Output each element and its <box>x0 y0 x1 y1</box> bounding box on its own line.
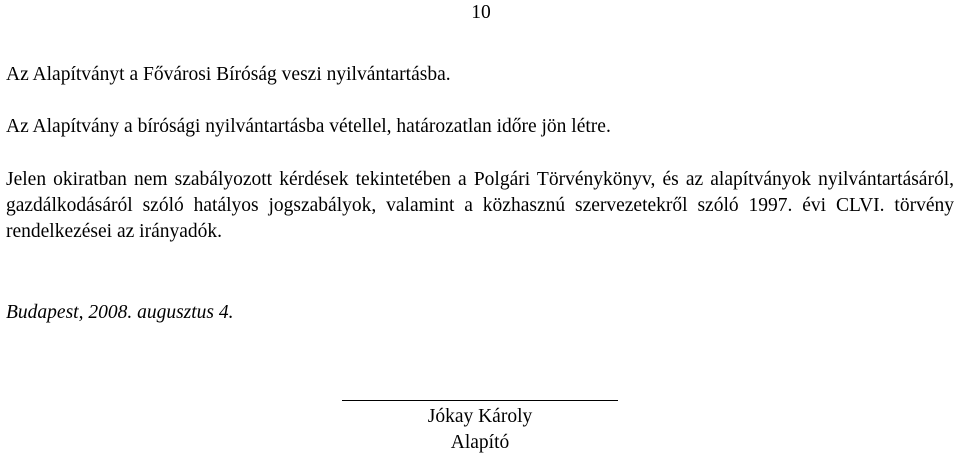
signer-role: Alapító <box>450 432 510 453</box>
paragraph-registration: Az Alapítványt a Fővárosi Bíróság veszi nyilvántartásba. <box>6 64 451 85</box>
signature-block <box>342 400 618 456</box>
paragraph-establishment: Az Alapítvány a bírósági nyilvántartásba vétellel, határozatlan időre jön létre. <box>6 116 611 137</box>
page-number: 10 <box>471 2 491 23</box>
paragraph-governing-law: Jelen okiratban nem szabályozott kérdések tekintetében a Polgári Törvénykönyv, és az alapítványok nyilvántartásáról, gazdálkodásáról szóló hatályos jogszabályok, valamint a közhasznú szervezetekről szóló 1997. évi CLVI. törvény rendelkezései az irányadók. <box>6 169 954 242</box>
signer-name: Jókay Károly <box>427 406 533 427</box>
signature-line <box>342 400 618 401</box>
place-and-date: Budapest, 2008. augusztus 4. <box>6 302 234 323</box>
